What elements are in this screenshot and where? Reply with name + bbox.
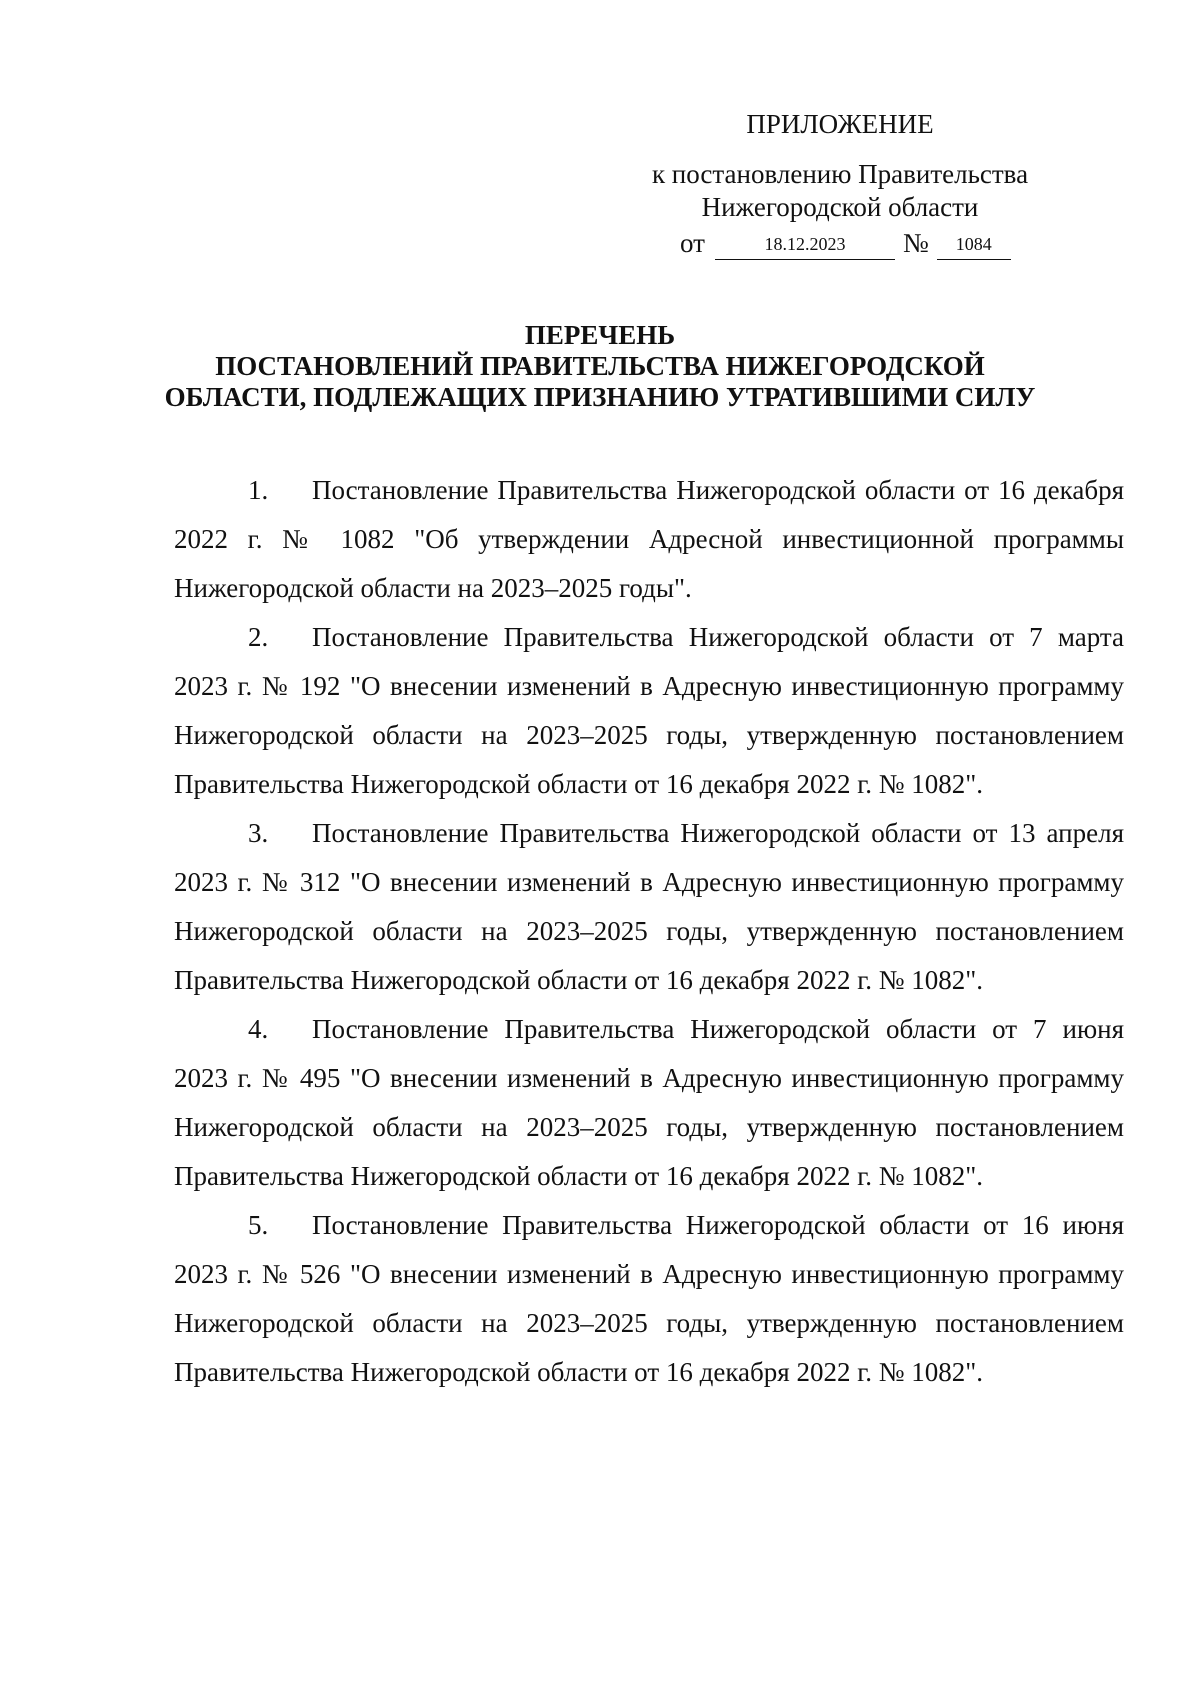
- number-sign: №: [902, 228, 929, 258]
- number-value: 1084: [955, 234, 992, 254]
- title-line3: ОБЛАСТИ, ПОДЛЕЖАЩИХ ПРИЗНАНИЮ УТРАТИВШИМИ СИЛУ: [164, 382, 1036, 412]
- item-number: 1.: [248, 475, 269, 505]
- document-title: [100, 320, 1100, 413]
- list-item: [174, 809, 1124, 1005]
- number-field: [937, 226, 1011, 260]
- from-word: от: [680, 228, 705, 258]
- list-item: [174, 1201, 1124, 1397]
- annex-date-line: [680, 226, 1080, 260]
- date-value: 18.12.2023: [764, 234, 846, 254]
- item-number: 3.: [248, 818, 269, 848]
- title-line1: ПЕРЕЧЕНЬ: [524, 320, 676, 350]
- list-item: [174, 613, 1124, 809]
- title-line2: ПОСТАНОВЛЕНИЙ ПРАВИТЕЛЬСТВА НИЖЕГОРОДСКОЙ: [215, 351, 985, 381]
- annex-header: [640, 108, 1040, 158]
- list-item: [174, 1005, 1124, 1201]
- annex-ref-line1: к постановлению Правительства: [651, 159, 1029, 189]
- annex-reference: [640, 158, 1040, 224]
- resolutions-list: [174, 466, 1124, 1397]
- item-text: Постановление Правительства Нижегородской области от 7 марта 2023 г. № 192 "О внесении изменений в Адресную инвестиционную программу Нижегородской области на 2023–2025 годы, утвержденную постановлением Правительства Нижегородской области от 16 декабря 2022 г. № 1082".: [174, 622, 1124, 799]
- annex-label: ПРИЛОЖЕНИЕ: [746, 109, 934, 139]
- list-item: [174, 466, 1124, 613]
- item-number: 4.: [248, 1014, 269, 1044]
- item-text: Постановление Правительства Нижегородской области от 7 июня 2023 г. № 495 "О внесении изменений в Адресную инвестиционную программу Нижегородской области на 2023–2025 годы, утвержденную постановлением Правительства Нижегородской области от 16 декабря 2022 г. № 1082".: [174, 1014, 1124, 1191]
- item-text: Постановление Правительства Нижегородской области от 16 июня 2023 г. № 526 "О внесении изменений в Адресную инвестиционную программу Нижегородской области на 2023–2025 годы, утвержденную постановлением Правительства Нижегородской области от 16 декабря 2022 г. № 1082".: [174, 1210, 1124, 1387]
- annex-ref-line2: Нижегородской области: [701, 192, 979, 222]
- item-text: Постановление Правительства Нижегородской области от 16 декабря 2022 г. № 1082 "Об утверждении Адресной инвестиционной программы Нижегородской области на 2023–2025 годы".: [174, 475, 1124, 603]
- item-number: 2.: [248, 622, 269, 652]
- item-text: Постановление Правительства Нижегородской области от 13 апреля 2023 г. № 312 "О внесении изменений в Адресную инвестиционную программу Нижегородской области на 2023–2025 годы, утвержденную постановлением Правительства Нижегородской области от 16 декабря 2022 г. № 1082".: [174, 818, 1124, 995]
- date-field: [715, 226, 895, 260]
- item-number: 5.: [248, 1210, 269, 1240]
